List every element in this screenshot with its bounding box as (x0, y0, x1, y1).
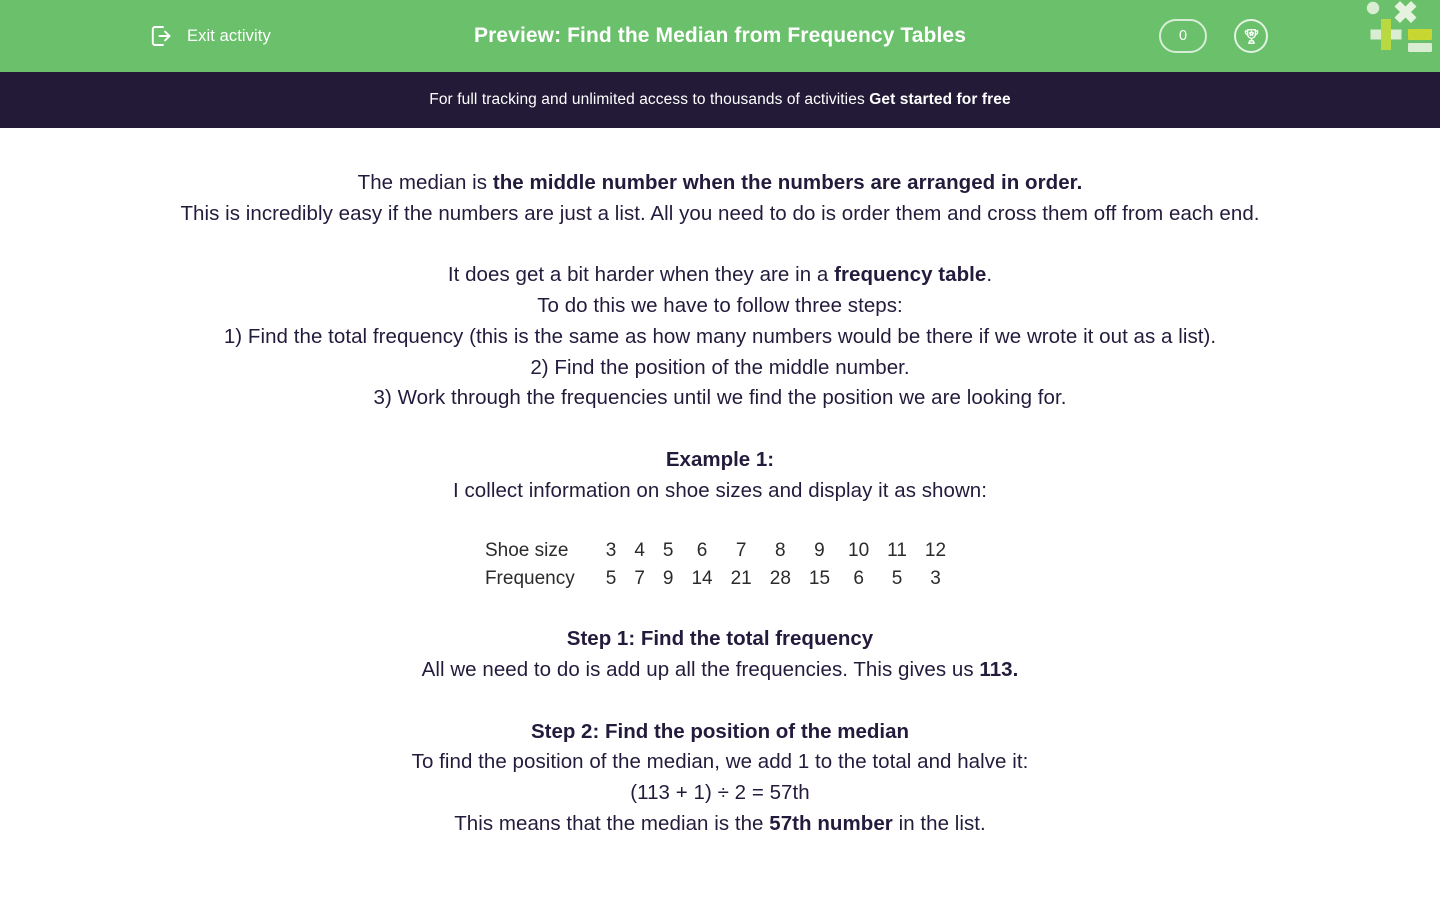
spacer (160, 593, 1280, 624)
promo-banner (0, 72, 1440, 128)
table-cell: 3 (930, 568, 941, 590)
trophy-button[interactable] (1234, 19, 1268, 53)
table-cell: 3 (605, 540, 617, 562)
promo-text (429, 91, 1011, 109)
lesson-content (0, 128, 1440, 840)
table-cell: 8 (775, 540, 786, 562)
intro-line1-bold: the middle number when the numbers are arranged in order. (492, 171, 1083, 194)
table-cell: 6 (853, 568, 864, 590)
table-cell: 6 (696, 540, 708, 562)
step2-formula: (113 + 1) ÷ 2 = 57th (630, 781, 810, 805)
table-cell: 28 (769, 568, 791, 590)
table-cell: 21 (730, 568, 752, 590)
table-cell: 12 (924, 540, 947, 562)
score-value: 0 (1178, 28, 1188, 44)
get-started-link[interactable]: Get started for free (869, 91, 1011, 108)
steps-paragraph (160, 260, 1280, 414)
step2-text (160, 747, 1280, 839)
table-cell: 14 (691, 568, 713, 590)
spacer (160, 686, 1280, 717)
spacer (160, 506, 1280, 537)
page-title: Preview: Find the Median from Frequency Tables (474, 24, 966, 47)
table-row-frequency (485, 565, 955, 593)
example-intro: I collect information on shoe sizes and display it as shown: (453, 478, 987, 502)
spacer (160, 414, 1280, 445)
table-cell: 9 (662, 568, 674, 590)
intro-line1-plain: The median is (357, 171, 493, 194)
table-cell: 11 (887, 540, 907, 562)
table-cell: 5 (662, 540, 674, 562)
exit-activity-button[interactable] (148, 0, 271, 72)
example-heading: Example 1: (665, 447, 775, 471)
table-cell: 4 (634, 540, 645, 562)
row-header-frequency: Frequency (484, 568, 575, 590)
step2-conclusion-b: in the list. (892, 811, 986, 835)
table-cell: 15 (808, 568, 831, 590)
step2-explanation: To find the position of the median, we add 1 to the total and halve it: (411, 750, 1029, 774)
step1-total-value: 113. (979, 658, 1019, 682)
intro-paragraph (160, 168, 1280, 229)
harder-text-a: It does get a bit harder when they are in a (447, 263, 835, 287)
row-header-shoe-size: Shoe size (484, 540, 569, 562)
table-cell: 5 (891, 568, 903, 590)
step-3-item: 3) Work through the frequencies until we find the position we are looking for. (373, 386, 1067, 410)
table-cell: 10 (848, 540, 870, 562)
step-1-item: 1) Find the total frequency (this is the same as how many numbers would be there if we wrote it out as a list). (223, 324, 1217, 348)
app-header (0, 0, 1440, 72)
table-cell: 5 (605, 568, 617, 590)
step2-median-position: 57th number (769, 811, 893, 835)
step1-text (160, 655, 1280, 686)
score-badge[interactable] (1159, 19, 1207, 53)
step2-conclusion-a: This means that the median is the (454, 811, 770, 835)
harder-text-b: . (986, 263, 993, 287)
promo-message: For full tracking and unlimited access to thousands of activities (429, 91, 870, 108)
frequency-table-term: frequency table (834, 263, 987, 287)
step-2-item: 2) Find the position of the middle number. (530, 355, 910, 379)
steps-intro: To do this we have to follow three steps: (537, 294, 903, 318)
exit-activity-label: Exit activity (187, 26, 271, 45)
step1-heading: Step 1: Find the total frequency (566, 627, 874, 651)
table-row-shoe-size (485, 537, 955, 565)
table-cell: 7 (634, 568, 645, 590)
frequency-table-wrapper (160, 537, 1280, 593)
trophy-icon (1242, 27, 1261, 46)
step2-heading: Step 2: Find the position of the median (530, 719, 910, 743)
table-cell: 7 (735, 540, 747, 562)
table-cell: 9 (814, 540, 825, 562)
spacer (160, 229, 1280, 260)
frequency-table (485, 537, 955, 593)
step1-text-plain: All we need to do is add up all the frequencies. This gives us (421, 658, 980, 682)
intro-line2: This is incredibly easy if the numbers are just a list. All you need to do is order them and cross them off from each end. (180, 201, 1260, 225)
exit-door-arrow-icon (148, 22, 176, 50)
brand-logo (1356, 0, 1432, 58)
